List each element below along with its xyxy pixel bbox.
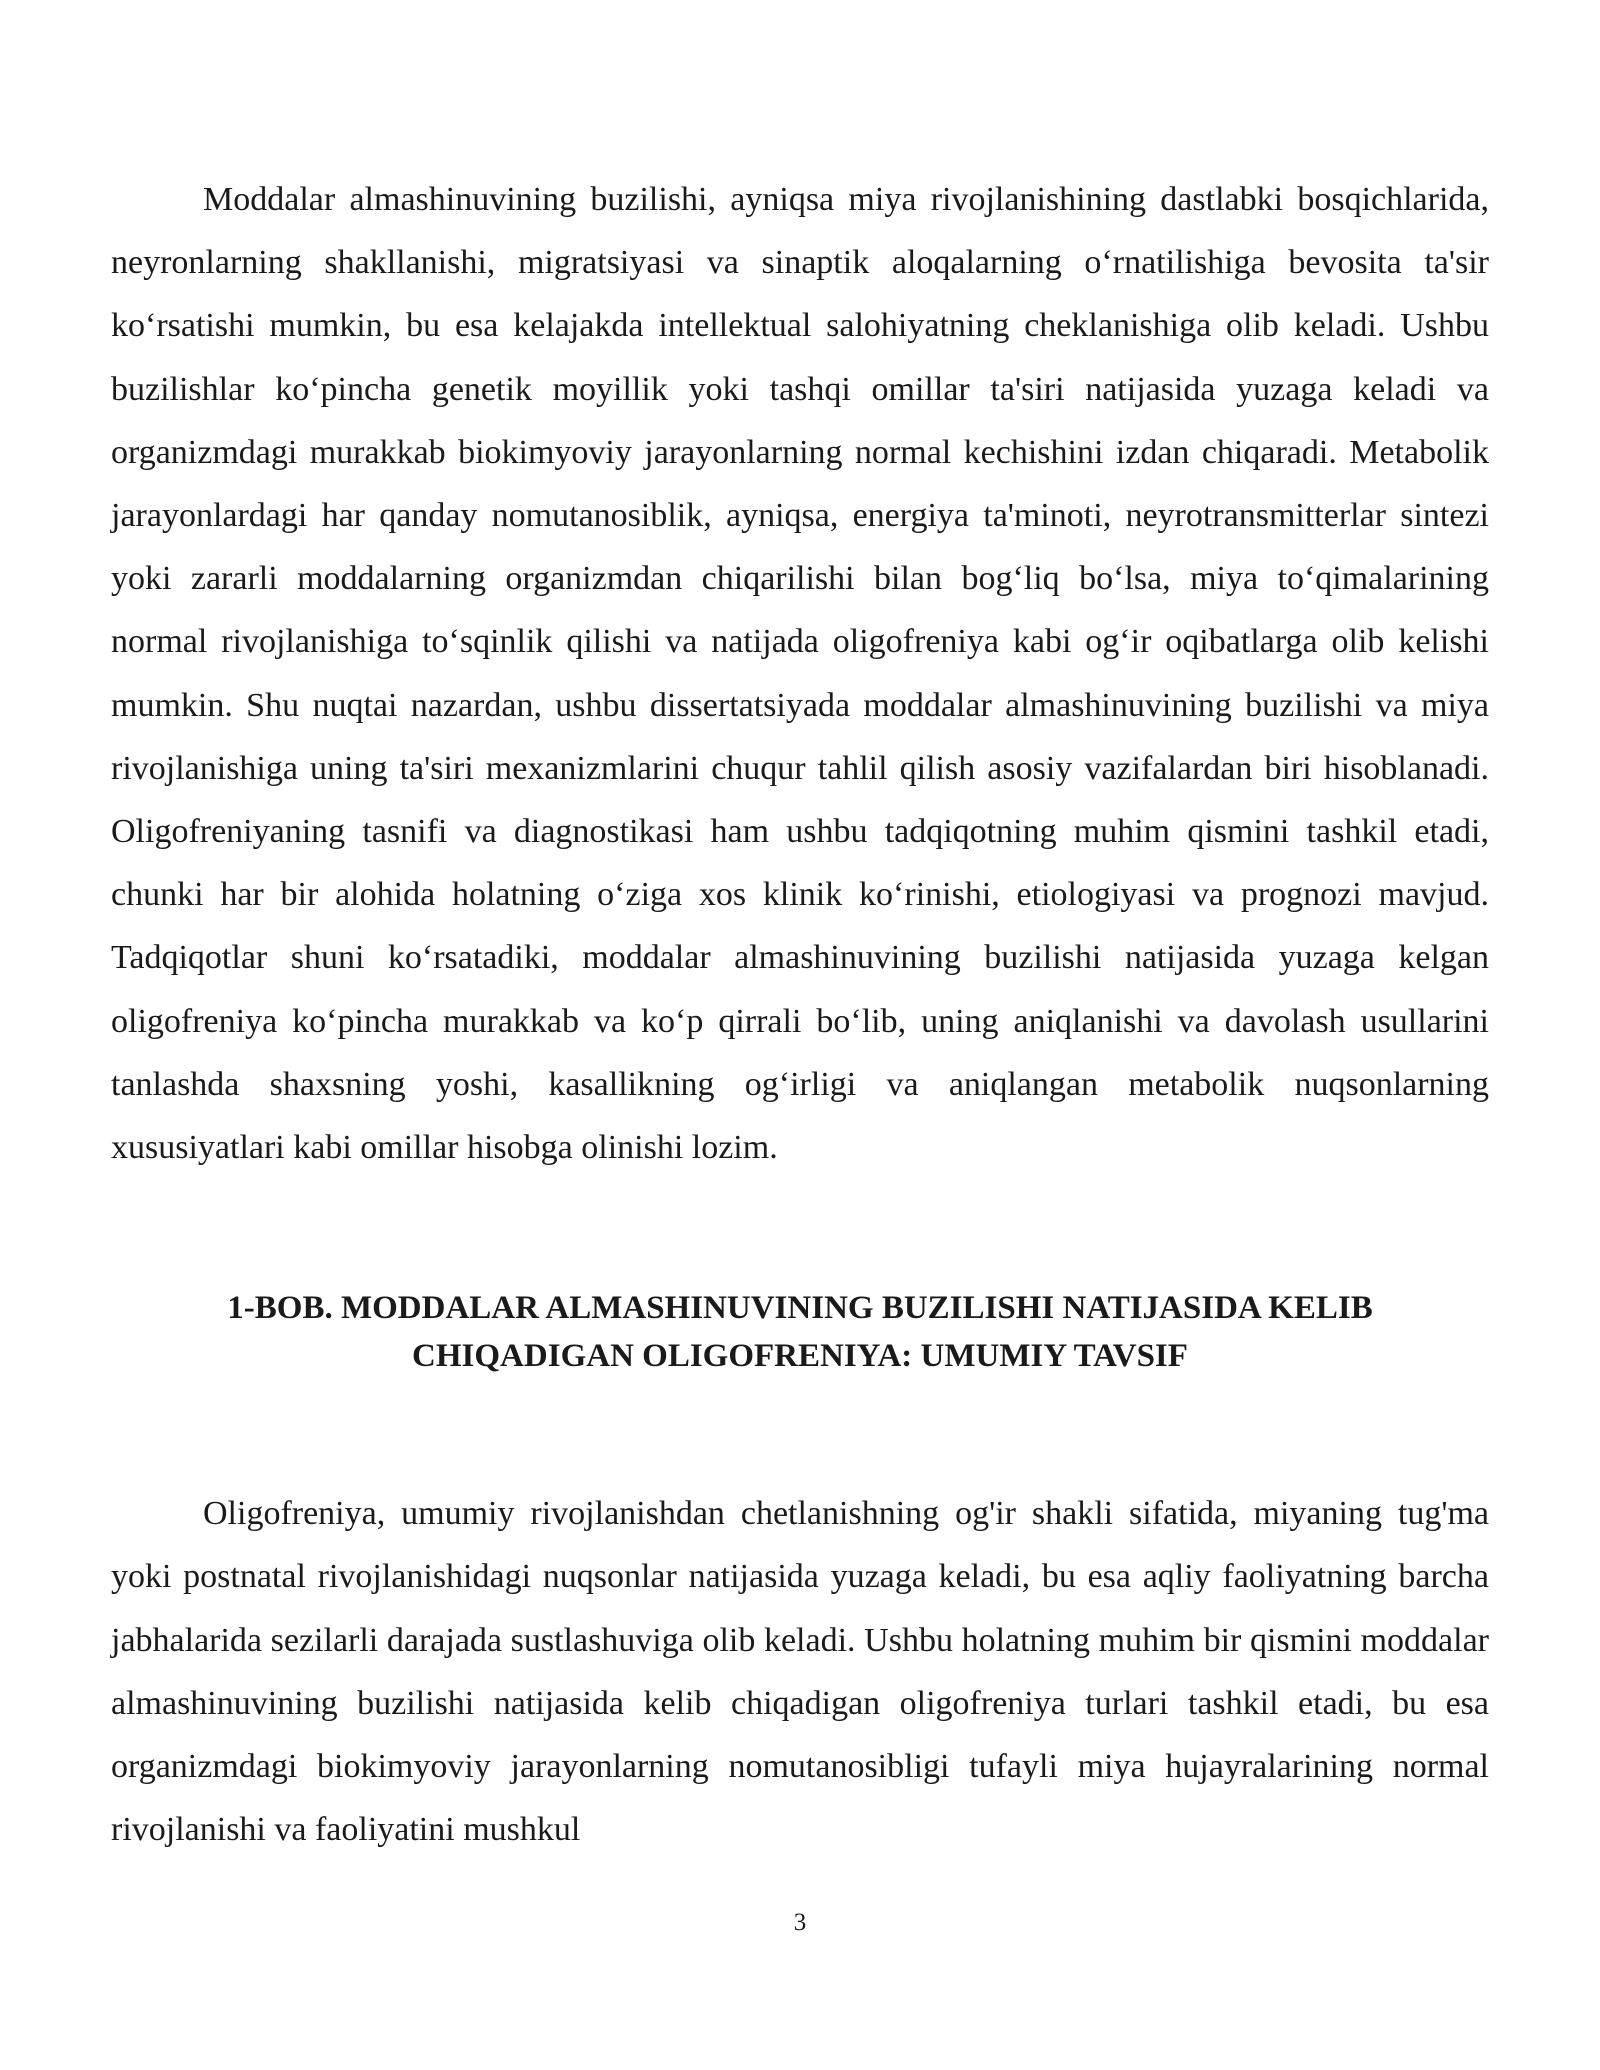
body-paragraph-2: Oligofreniya, umumiy rivojlanishdan chetlanishning og'ir shakli sifatida, miyaning tug'ma yoki postnatal rivojlanishidagi nuqsonlar natijasida yuzaga keladi, bu esa aqliy faoliyatning barcha jabhalarida sezilarli darajada sustlashuviga olib keladi. Ushbu holatning muhim bir qismini moddalar almashinuvining buzilishi natijasida kelib chiqadigan oligofreniya turlari tashkil etadi, bu esa organizmdagi biokimyoviy jarayonlarning nomutanosibligi tufayli miya hujayralarining normal rivojlanishi va faoliyatini mushkul	[111, 1495, 1489, 1849]
chapter-title-line-1: 1-BOB. MODDALAR ALMASHINUVINING BUZILISHI NATIJASIDA KELIB	[227, 1290, 1373, 1327]
chapter-title	[111, 1284, 1489, 1380]
page-content	[111, 168, 1489, 1861]
body-paragraph-1: Moddalar almashinuvining buzilishi, ayniqsa miya rivojlanishining dastlabki bosqichlarida, neyronlarning shakllanishi, migratsiyasi va sinaptik aloqalarning oʻrnatilishiga bevosita ta'sir koʻrsatishi mumkin, bu esa kelajakda intellektual salohiyatning cheklanishiga olib keladi. Ushbu buzilishlar koʻpincha genetik moyillik yoki tashqi omillar ta'siri natijasida yuzaga keladi va organizmdagi murakkab biokimyoviy jarayonlarning normal kechishini izdan chiqaradi. Metabolik jarayonlardagi har qanday nomutanosiblik, ayniqsa, energiya ta'minoti, neyrotransmitterlar sintezi yoki zararli moddalarning organizmdan chiqarilishi bilan bogʻliq boʻlsa, miya toʻqimalarining normal rivojlanishiga toʻsqinlik qilishi va natijada oligofreniya kabi ogʻir oqibatlarga olib kelishi mumkin. Shu nuqtai nazardan, ushbu dissertatsiyada moddalar almashinuvining buzilishi va miya rivojlanishiga uning ta'siri mexanizmlarini chuqur tahlil qilish asosiy vazifalardan biri hisoblanadi. Oligofreniyaning tasnifi va diagnostikasi ham ushbu tadqiqotning muhim qismini tashkil etadi, chunki har bir alohida holatning oʻziga xos klinik koʻrinishi, etiologiyasi va prognozi mavjud. Tadqiqotlar shuni koʻrsatadiki, moddalar almashinuvining buzilishi natijasida yuzaga kelgan oligofreniya koʻpincha murakkab va koʻp qirrali boʻlib, uning aniqlanishi va davolash usullarini tanlashda shaxsning yoshi, kasallikning ogʻirligi va aniqlangan metabolik nuqsonlarning xususiyatlari kabi omillar hisobga olinishi lozim.	[111, 181, 1489, 1167]
page-number: 3	[793, 1909, 807, 1936]
chapter-title-line-2: CHIQADIGAN OLIGOFRENIYA: UMUMIY TAVSIF	[412, 1338, 1188, 1375]
